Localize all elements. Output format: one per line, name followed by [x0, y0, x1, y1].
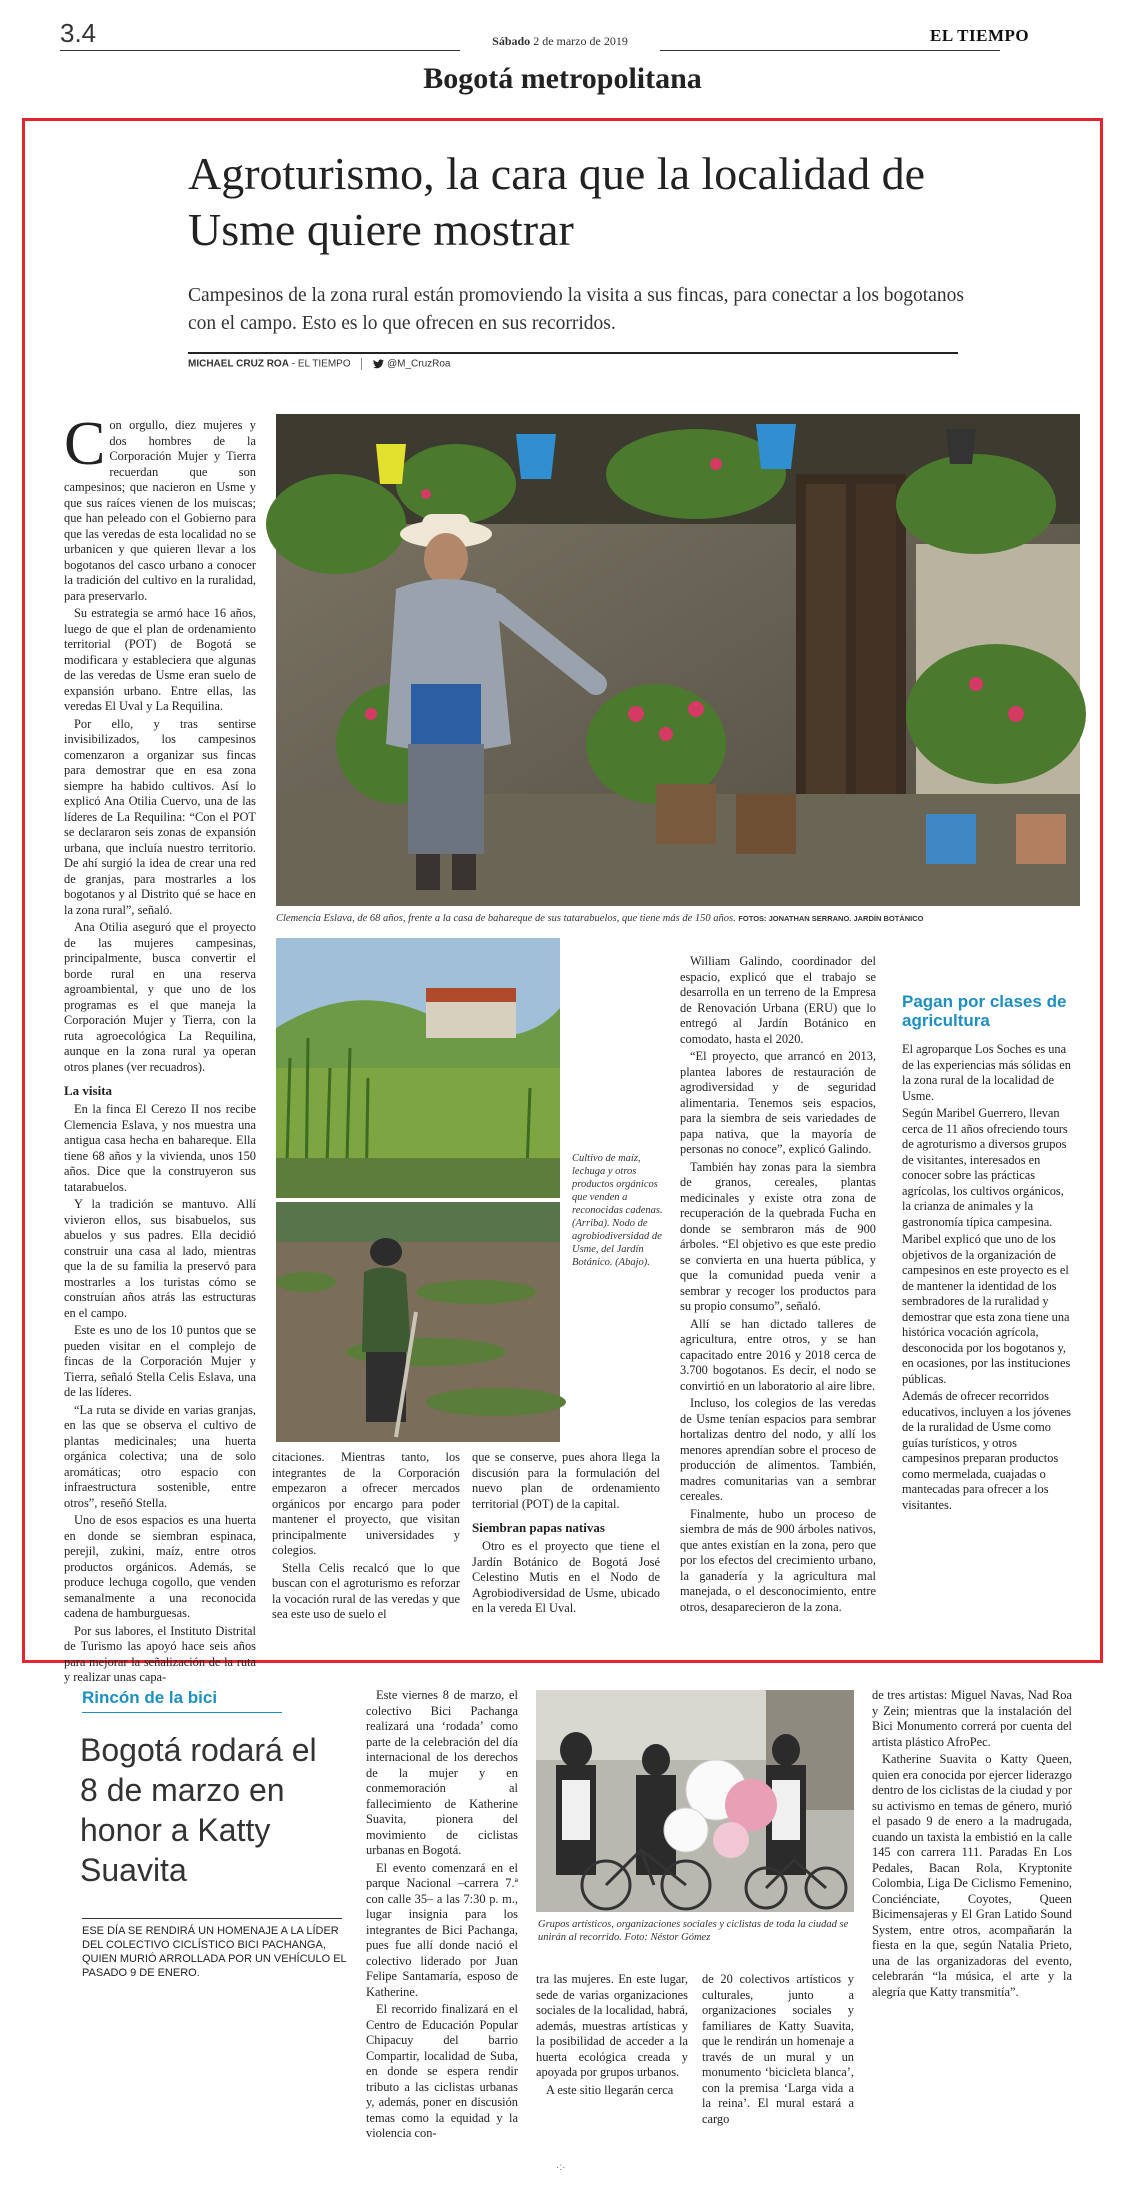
main-photo-caption: Clemencia Eslava, de 68 años, frente a la casa de bahareque de sus tatarabuelos, que tiene más de 150 años. FOTOS: JONATHAN SERRANO. JARDÍN BOTÁNICO	[276, 913, 924, 924]
photo-credit: FOTOS: JONATHAN SERRANO. JARDÍN BOTÁNICO	[738, 914, 924, 923]
header-rule-right	[660, 50, 1000, 51]
paragraph: “La ruta se divide en varias granjas, en las que se observa el cultivo de plantas medicinales; una huerta orgánica colectiva; una de solo aromáticas; otro espacio con infraestructura sostenible, entre otros”, reseñó Stella.	[64, 1402, 256, 1510]
paragraph: El agroparque Los Soches es una de las experiencias más sólidas en la zona rural de la localidad de Usme.	[902, 1042, 1071, 1103]
paragraph: tra las mujeres. En este lugar, sede de varias organizaciones sociales de la localidad, habrá, además, muestras artísticas y la posibilidad de acceder a la huerta ecológica creada y apoyada por grupos urbanos.	[536, 1972, 688, 2079]
paragraph: Finalmente, hubo un proceso de siembra de más de 900 árboles nativos, que antes existían en la zona, pero que por los efectos del crecimiento urbano, la ganadería y la agricultura mal manejada, o el desconocimiento, entre otros, desaparecieron de la zona.	[680, 1506, 876, 1614]
paragraph: Este es uno de los 10 puntos que se pueden visitar en el complejo de fincas de la Corporación Mujer y Tierra, señaló Stella Celis Eslava, una de las líderes.	[64, 1323, 256, 1399]
woman-with-flowers-illustration	[276, 414, 1080, 906]
subhead-la-visita: La visita	[64, 1083, 113, 1098]
paragraph: de tres artistas: Miguel Navas, Nad Roa y Zein; mientras que la instalación del Bici Monumento correrá por cuenta del artista plástico AfroPec.	[872, 1688, 1072, 1749]
bici-column-1	[366, 1688, 518, 2156]
article-column-2	[272, 1450, 460, 1655]
paragraph: Uno de esos espacios es una huerta en donde se siembran espinaca, perejil, zukini, maíz, entre otros productos orgánicos. Además, se produce lechuga cogollo, que venden semanalmente a una reconocida cadena de hamburguesas.	[64, 1513, 256, 1620]
paragraph: Su estrategia se armó hace 16 años, luego de que el plan de ordenamiento territorial (POT) de Bogotá se modificara y estableciera que algunas de las veredas de Usme eran suelo de expansión urbano. Entre ellas, las veredas El Uval y La Requilina.	[64, 606, 256, 713]
main-photo	[276, 414, 1080, 906]
farm-photo-bottom	[276, 1202, 560, 1442]
paragraph: Ana Otilia aseguró que el proyecto de las mujeres campesinas, principalmente, busca convertir el borde rural en una reserva agroambiental, y que uno de los programas es el que maneja la Corporación Mujer y Tierra, con la ruta agroecológica La Requilina, aunque en la zona rural ya operan otros planes (ver recuadros).	[64, 920, 256, 1074]
dateline	[460, 34, 660, 49]
bici-photo-caption: Grupos artísticos, organizaciones sociales y ciclistas de toda la ciudad se unirán al recorrido. Foto: Néstor Gómez	[538, 1919, 849, 1943]
sidebar-title: Pagan por clases de agricultura	[902, 992, 1067, 1030]
paragraph: Por sus labores, el Instituto Distrital de Turismo las apoyó hace seis años para mejorar la señalización de la ruta y realizar unas capa-	[64, 1623, 256, 1684]
cyclists-with-balloons-illustration	[536, 1690, 854, 1912]
sidebar-column	[902, 1042, 1074, 1602]
paragraph: En la finca El Cerezo II nos recibe Clemencia Eslava, y nos muestra una antigua casa hecha en bahareque. Ella tiene 68 años y la vivienda, unos 150 años. Dice que la construyeron sus tatarabuelos.	[64, 1102, 256, 1194]
subhead-papas-nativas: Siembran papas nativas	[472, 1520, 605, 1535]
masthead-logo: EL TIEMPO	[930, 26, 1030, 45]
bici-headline: Bogotá rodará el 8 de marzo en honor a Katty Suavita	[80, 1732, 317, 1888]
bici-dek: ESE DÍA SE RENDIRÁ UN HOMENAJE A LA LÍDER DEL COLECTIVO CICLÍSTICO BICI PACHANGA, QUIEN MURIÓ ARROLLADA POR UN VEHÍCULO EL PASADO 9 DE ENERO.	[82, 1925, 347, 1979]
byline-divider	[361, 358, 362, 370]
paragraph: citaciones. Mientras tanto, los integrantes de la Corporación empezaron a ofrecer mercados orgánicos por encargo para poder mantener el proyecto, que visitan principalmente universidades y colegios.	[272, 1450, 460, 1557]
paragraph: que se conserve, pues ahora llega la discusión para la formulación del nuevo plan de ordenamiento territorial (POT) de la capital.	[472, 1450, 660, 1511]
drop-cap: C	[64, 410, 106, 478]
paragraph: También hay zonas para la siembra de granos, cereales, plantas medicinales y existe otra zona de recuperación de la quebrada Fucha en donde se sembraron más de 900 árboles. “El objetivo es que este predio se convierta en una huerta pública, y que la comunidad pueda venir a sembrar y recoger los productos para su propio consumo”, señaló.	[680, 1159, 876, 1313]
byline-outlet: - EL TIEMPO	[288, 358, 351, 370]
paragraph: Otro es el proyecto que tiene el Jardín Botánico de Bogotá José Celestino Mutis en el Nodo de Agrobiodiversidad de Usme, ubicado en la vereda El Uval.	[472, 1539, 660, 1615]
bici-photo-credit: Foto: Néstor Gómez	[624, 1932, 711, 1943]
paragraph: El recorrido finalizará en el Centro de Educación Popular Chipacuy del barrio Compartir, localidad de Suba, en donde se espera rendir tributo a las ciclistas urbanas y, además, poner en discusión temas como la equidad y la violencia con-	[366, 2002, 518, 2140]
paragraph: William Galindo, coordinador del espacio, explicó que el trabajo se desarrolla en un terreno de la Empresa de Renovación Urbana (ERU) que lo entregó al Jardín Botánico en comodato, hasta el 2020.	[680, 954, 876, 1046]
bici-column-2	[536, 1972, 688, 2156]
farm-photos-caption: Cultivo de maíz, lechuga y otros productos orgánicos que venden a reconocidas cadenas. (Arriba). Nodo de agrobiodiversidad de Usme, del Jardín Botánico. (Abajo).	[572, 1153, 663, 1268]
bici-column-4	[872, 1688, 1072, 2156]
paragraph: Incluso, los colegios de las veredas de Usme tenían espacios para sembrar hortalizas dentro del nodo, y allí los menores aprendían sobre el proceso de producción de alimentos. También, madres comunitarias van a sembrar cereales.	[680, 1396, 876, 1503]
byline-name: MICHAEL CRUZ ROA	[188, 358, 289, 370]
section-title: Bogotá metropolitana	[423, 62, 702, 95]
article-dek: Campesinos de la zona rural están promoviendo la visita a sus fincas, para conectar a los bogotanos con el campo. Esto es lo que ofrecen en sus recorridos.	[188, 285, 964, 334]
paragraph: Además de ofrecer recorridos educativos, incluyen a los jóvenes de la ruralidad de Usme como guías turísticos, y otros campesinos preparan productos como mermelada, cuajadas o mantecadas para ofrecer a los visitantes.	[902, 1389, 1071, 1512]
byline	[188, 358, 450, 370]
bici-dek-rule	[82, 1918, 342, 1919]
page-header	[0, 0, 1125, 110]
date-rest: 2 de marzo de 2019	[533, 34, 628, 48]
paragraph: A este sitio llegarán cerca	[546, 2082, 674, 2097]
paragraph: El evento comenzará en el parque Nacional –carrera 7.ª con calle 35– a las 7:30 p. m., lugar insignia para los integrantes de Bici Pachanga, pues fue allí donde nació el colectivo liderado por Juan Felipe Santamaría, esposo de Katherine.	[366, 1860, 518, 1999]
farm-photo-top	[276, 938, 560, 1198]
date-day: Sábado	[492, 34, 531, 48]
byline-rule	[188, 352, 958, 354]
paragraph: Katherine Suavita o Katty Queen, quien era conocida por ejercer liderazgo dentro de los ciclistas de la ciudad y por su activismo en temas de género, murió el pasado 9 de enero a la madrugada, cuando un taxista la embistió en la calle 145 con carrera 111. Paradas En Los Pedales, Bacan Rola, Kryptonite Colombia, Liga De Ciclismo Femenino, Conciénciate, Coyotes, Queen Bicimensajeras y El Gran Latido Sound System, entre otros, acompañarán la fiesta en la que, según Natalia Prieto, una de las organizadoras del evento, celebrarán “la música, el arte y la alegría que Katty transmitía”.	[872, 1752, 1072, 1999]
twitter-icon	[373, 359, 384, 369]
article-column-3	[472, 1450, 660, 1655]
paragraph: Y la tradición se mantuvo. Allí vivieron ellos, sus bisabuelos, sus abuelos y sus padres. Ella decidió construir una casa al lado, mientras que la de su familia la preservó para mostrarles a los turistas cómo se construían años atrás las estructuras en el campo.	[64, 1197, 256, 1320]
paragraph: Stella Celis recalcó que lo que buscan con el agroturismo es reforzar la vocación rural de las veredas y que sea este uso de suelo el	[272, 1560, 460, 1621]
paragraph: Maribel explicó que uno de los objetivos de la organización de campesinos en este proyecto es el de mantener la identidad de los sembradores de la ruralidad y demostrar que esta zona tiene una histórica vocación agrícola, desconocida por los bogotanos y, en ocasiones, por las instituciones públicas.	[902, 1232, 1071, 1386]
bici-kicker-rule	[82, 1712, 282, 1713]
corn-field-illustration	[276, 938, 560, 1198]
paragraph: “El proyecto, que arrancó en 2013, plantea labores de restauración de agrodiversidad y de seguridad alimentaria. Tenemos seis espacios, para la siembra de seis variedades de papa nativa, que la mayoría de personas no conoce”, explicó Galindo.	[680, 1049, 876, 1156]
article-column-1	[64, 410, 256, 1684]
page-number: 3.4	[60, 18, 97, 48]
paragraph: Allí se han dictado talleres de agricultura, entre otros, y se han capacitado entre 2016 y 2018 cerca de 3.700 bogotanos. Es decir, el nodo se convirtió en un laboratorio al aire libre.	[680, 1316, 876, 1393]
header-rule-left	[60, 50, 460, 51]
farmer-hoeing-illustration	[276, 1202, 560, 1442]
article-headline: Agroturismo, la cara que la localidad de Usme quiere mostrar	[188, 148, 925, 255]
bici-column-3	[702, 1972, 854, 2156]
registration-mark: ·:·	[556, 2162, 566, 2173]
paragraph: de 20 colectivos artísticos y culturales, junto a organizaciones sociales y familiares de Katty Suavita, que le rendirán un homenaje a través de un mural y un monumento ‘bicicleta blanca’, con la premisa ‘Larga vida a la reina’. El mural estará a cargo	[702, 1972, 854, 2126]
byline-twitter: @M_CruzRoa	[386, 358, 451, 370]
paragraph: Este viernes 8 de marzo, el colectivo Bici Pachanga realizará una ‘rodada’ como parte de la celebración del día internacional de los derechos de la mujer y en conmemoración al fallecimiento de Katherine Suavita, pionera del movimiento de ciclistas urbanas en Bogotá.	[366, 1688, 518, 1857]
bici-kicker: Rincón de la bici	[82, 1688, 218, 1707]
paragraph: Por ello, y tras sentirse invisibilizados, los campesinos comenzaron a organizar sus fincas para demostrar que en esa zona siempre ha habido cultivos. Así lo explicó Ana Otilia Cuervo, una de las líderes de La Requilina: “Con el POT se declararon seis zonas de expansión urbana, que incluía nuestro territorio. De ahí surgió la idea de crear una red de granjas, para mostrarles a los bogotanos y al Distrito qué se hace en la zona rural”, señaló.	[64, 716, 256, 917]
bici-photo	[536, 1690, 854, 1912]
article-column-4	[680, 954, 876, 1656]
paragraph: Según Maribel Guerrero, llevan cerca de 11 años ofreciendo tours de agroturismo a diversos grupos de visitantes, interesados en conocer sobre las prácticas agrícolas, los cultivos orgánicos, la crianza de animales y la gastronomía típica campesina.	[902, 1106, 1068, 1229]
paragraph: Con orgullo, diez mujeres y dos hombres de la Corporación Mujer y Tierra recuerdan que son campesinos; que nacieron en Usme y que sus raíces vienen de los muiscas; que han peleado con el Gobierno para que las veredas de esta localidad no se urbanicen y que quieren llevar a los bogotanos del casco urbano a conocer la tradición del cultivo en la ruralidad, para preservarlo.	[64, 410, 256, 603]
